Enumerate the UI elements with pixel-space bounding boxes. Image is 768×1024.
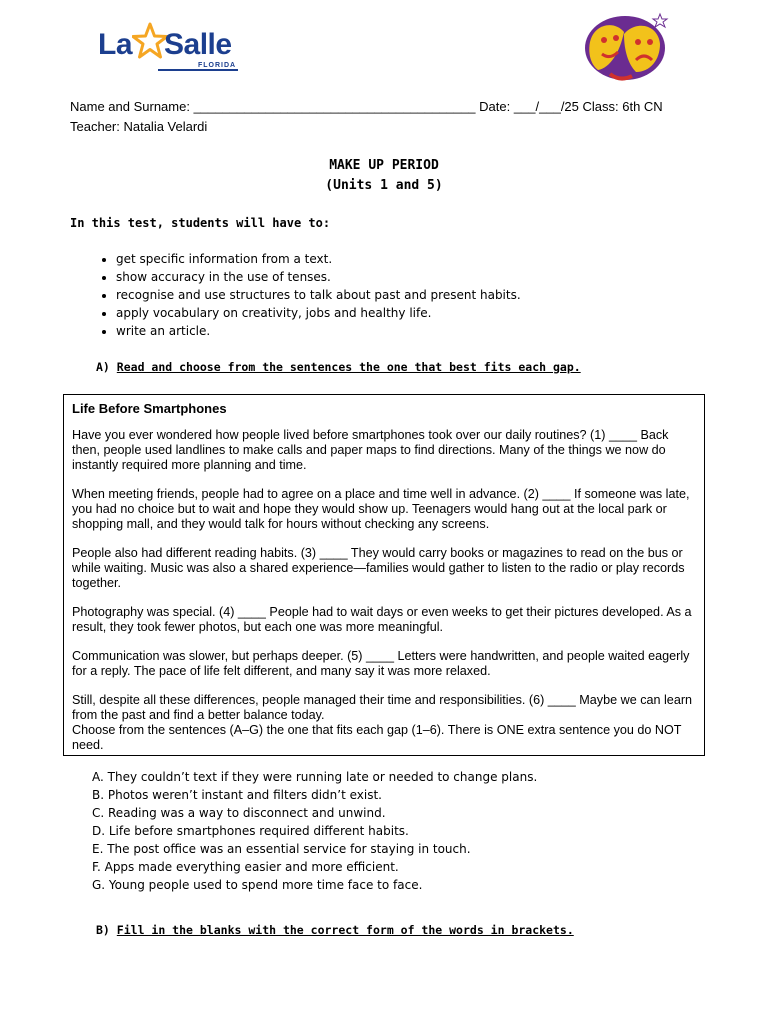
section-a-instruction: Read and choose from the sentences the one that best fits each gap. (116, 360, 581, 374)
logo-underline (158, 69, 238, 71)
reading-paragraph: Communication was slower, but perhaps deeper. (5) ____ Letters were handwritten, and people waited eagerly for a reply. The pace of life felt different, and many say it was more relaxed. (72, 649, 690, 678)
option-e: E. The post office was an essential service for staying in touch. (92, 842, 471, 856)
section-b-label: B) (96, 923, 110, 937)
option-c: C. Reading was a way to disconnect and unwind. (92, 806, 386, 820)
name-date-line: Name and Surname: _______________________________________ Date: ___/___/25 Class: 6th CN (70, 99, 663, 114)
reading-paragraph: People also had different reading habits. (3) ____ They would carry books or magazines to read on the bus or while waiting. Music was also a shared experience—families would gather to listen to the radio or play records together. (72, 546, 685, 590)
section-b-instruction: Fill in the blanks with the correct form of the words in brackets. (116, 923, 574, 937)
list-item: • recognise and use structures to talk about past and present habits. (116, 286, 521, 304)
theatre-masks-icon (580, 12, 670, 82)
list-item: • apply vocabulary on creativity, jobs and healthy life. (116, 304, 521, 322)
page-subtitle: (Units 1 and 5) (325, 178, 443, 193)
reading-paragraph: Have you ever wondered how people lived before smartphones took over our daily routines? (1) ____ Back then, people used landlines to make calls and paper maps to find directions. Many of the things we now do instantly required more planning and time. (72, 428, 669, 472)
objectives-list (70, 250, 521, 340)
section-a-heading (96, 360, 581, 374)
logo-text-la: La (98, 28, 133, 61)
section-a-label: A) (96, 360, 110, 374)
reading-instructions: Choose from the sentences (A–G) the one that fits each gap (1–6). There is ONE extra sentence you do NOT need. (72, 723, 682, 752)
logo-subtitle: FLORIDA (198, 62, 237, 69)
list-item: • show accuracy in the use of tenses. (116, 268, 521, 286)
section-b-heading (96, 923, 574, 937)
option-g: G. Young people used to spend more time face to face. (92, 878, 423, 892)
la-salle-logo (98, 22, 258, 72)
reading-title: Life Before Smartphones (72, 401, 227, 416)
option-a: A. They couldn’t text if they were running late or needed to change plans. (92, 770, 538, 784)
teacher-line: Teacher: Natalia Velardi (70, 119, 208, 134)
star-icon (132, 22, 168, 62)
reading-paragraph-final: Still, despite all these differences, people managed their time and responsibilities. (6) ____ Maybe we can learn from the past and find a better balance today. (72, 693, 693, 722)
sentence-options (92, 768, 537, 894)
list-item: • write an article. (116, 322, 521, 340)
option-f: F. Apps made everything easier and more efficient. (92, 860, 399, 874)
list-item: • get specific information from a text. (116, 250, 521, 268)
option-d: D. Life before smartphones required different habits. (92, 824, 409, 838)
reading-text-box (63, 394, 705, 756)
logo-text-salle: Salle (164, 28, 232, 61)
reading-paragraph: When meeting friends, people had to agree on a place and time well in advance. (2) ____ If someone was late, you had no choice but to wait and hope they would show up. Teenagers would hang out at the local park or shopping mall, and they would talk for hours without checking any screens. (72, 487, 690, 531)
intro-text: In this test, students will have to: (70, 216, 331, 230)
option-b: B. Photos weren’t instant and filters didn’t exist. (92, 788, 382, 802)
reading-paragraph: Photography was special. (4) ____ People had to wait days or even weeks to get their pictures developed. As a result, they took fewer photos, but each one was more meaningful. (72, 605, 692, 634)
page-title: MAKE UP PERIOD (329, 158, 439, 173)
